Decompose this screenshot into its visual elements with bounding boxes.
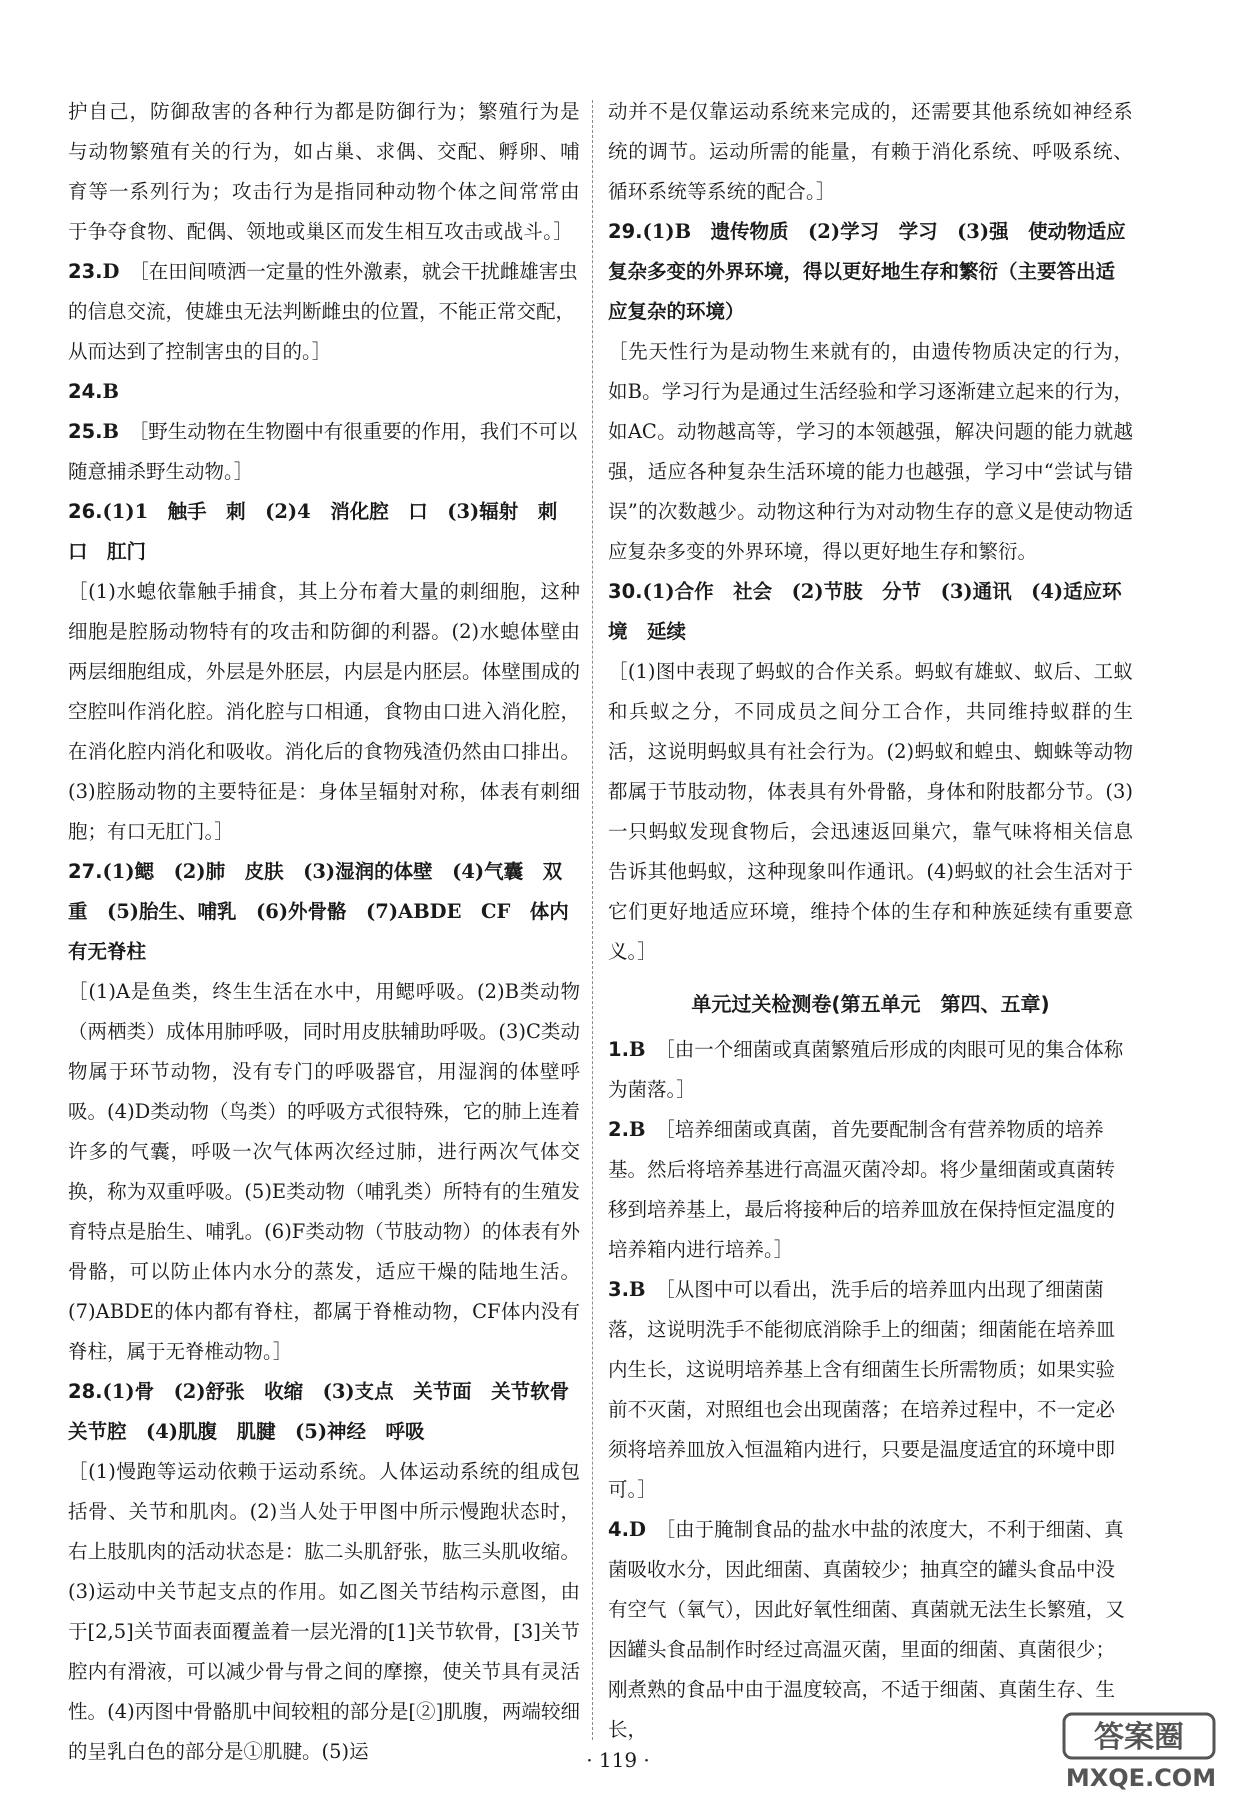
answer-key: (1)合作 社会 (2)节肢 分节 (3)通讯 (4)适应环境 延续 bbox=[608, 580, 1122, 643]
answer-key: D bbox=[102, 260, 120, 283]
question-number: 2. bbox=[608, 1118, 629, 1141]
question-answer bbox=[608, 572, 1133, 652]
paragraph: 护自己，防御敌害的各种行为都是防御行为；繁殖行为是与动物繁殖有关的行为，如占巢、求偶、交配、孵卵、哺育等一系列行为；攻击行为是指同种动物个体之间常常由于争夺食物、配偶、领地或巢区而发生相互攻击或战斗。］ bbox=[68, 100, 580, 243]
explanation: ［(1)水螅依靠触手捕食，其上分布着大量的刺细胞，这种细胞是腔肠动物特有的攻击和防御的利器。(2)水螅体壁由两层细胞组成，外层是外胚层，内层是内胚层。体壁围成的空腔叫作消化腔。消化腔与口相通，食物由口进入消化腔，在消化腔内消化和吸收。消化后的食物残渣仍然由口排出。(3)腔肠动物的主要特征是：身体呈辐射对称，体表有刺细胞；有口无肛门。］ bbox=[68, 580, 580, 843]
watermark-bottom: MXQE.COM bbox=[1065, 1764, 1217, 1792]
question-answer bbox=[68, 852, 580, 972]
question-number: 1. bbox=[608, 1038, 629, 1061]
question-number: 25. bbox=[68, 420, 103, 443]
answer-key: (1)1 触手 刺 (2)4 消化腔 口 (3)辐射 刺 口 肛门 bbox=[68, 500, 577, 563]
question-answer bbox=[68, 492, 580, 572]
left-column bbox=[68, 92, 589, 1772]
question-number: 3. bbox=[608, 1278, 629, 1301]
question-answer bbox=[68, 252, 580, 372]
explanation: ［(1)A是鱼类，终生生活在水中，用鳃呼吸。(2)B类动物（两栖类）成体用肺呼吸，同时用皮肤辅助呼吸。(3)C类动物属于环节动物，没有专门的呼吸器官，用湿润的体壁呼吸。(4)D类动物（鸟类）的呼吸方式很特殊，它的肺上连着许多的气囊，呼吸一次气体两次经过肺，进行两次气体交换，称为双重呼吸。(5)E类动物（哺乳类）所特有的生殖发育特点是胎生、哺乳。(6)F类动物（节肢动物）的体表有外骨骼，可以防止体内水分的蒸发，适应干燥的陆地生活。(7)ABDE的体内都有脊柱，都属于脊椎动物，CF体内没有脊柱，属于无脊椎动物。］ bbox=[68, 980, 580, 1363]
question-number: 28. bbox=[68, 1380, 103, 1403]
question-number: 29. bbox=[608, 220, 643, 243]
answer-explanation: ［由一个细菌或真菌繁殖后形成的肉眼可见的集合体称为菌落。］ bbox=[608, 1038, 1124, 1101]
answer-key: B bbox=[628, 1278, 646, 1301]
question-number: 23. bbox=[68, 260, 103, 283]
right-column bbox=[608, 92, 1133, 1750]
paragraph: 动并不是仅靠运动系统来完成的，还需要其他系统如神经系统的调节。运动所需的能量，有赖于消化系统、呼吸系统、循环系统等系统的配合。］ bbox=[608, 100, 1133, 203]
answer-key: B bbox=[628, 1118, 646, 1141]
question-answer bbox=[608, 1030, 1133, 1110]
question-answer bbox=[608, 212, 1133, 332]
question-answer bbox=[608, 1110, 1133, 1270]
answer-explanation: ［培养细菌或真菌，首先要配制含有营养物质的培养基。然后将培养基进行高温灭菌冷却。将少量细菌或真菌转移到培养基上，最后将接种后的培养皿放在保持恒定温度的培养箱内进行培养。］ bbox=[608, 1118, 1116, 1261]
answer-key: (1)鳃 (2)肺 皮肤 (3)湿润的体壁 (4)气囊 双重 (5)胎生、哺乳 (6)外骨骼 (7)ABDE CF 体内有无脊柱 bbox=[68, 860, 569, 963]
question-answer bbox=[68, 412, 580, 492]
question-answer bbox=[608, 1270, 1133, 1510]
question-number: 27. bbox=[68, 860, 103, 883]
answer-key: D bbox=[628, 1518, 646, 1541]
watermark-logo bbox=[1056, 1710, 1226, 1794]
explanation: ［先天性行为是动物生来就有的，由遗传物质决定的行为，如B。学习行为是通过生活经验和学习逐渐建立起来的行为，如AC。动物越高等，学习的本领越强，解决问题的能力就越强，适应各种复杂生活环境的能力也越强，学习中“尝试与错误”的次数越少。动物这种行为对动物生存的意义是使动物适应复杂多变的外界环境，得以更好地生存和繁衍。 bbox=[608, 340, 1133, 563]
answer-key: B bbox=[102, 420, 120, 443]
answer-explanation: ［从图中可以看出，洗手后的培养皿内出现了细菌菌落，这说明洗手不能彻底消除手上的细菌；细菌能在培养皿内生长，这说明培养基上含有细菌生长所需物质；如果实验前不灭菌，对照组也会出现菌落；在培养过程中，不一定必须将培养皿放入恒温箱内进行，只要是温度适宜的环境中即可。］ bbox=[608, 1278, 1116, 1501]
question-number: 4. bbox=[608, 1518, 629, 1541]
answer-explanation: ［在田间喷洒一定量的性外激素，就会干扰雌雄害虫的信息交流，使雄虫无法判断雌虫的位置，不能正常交配，从而达到了控制害虫的目的。］ bbox=[68, 260, 578, 363]
watermark-top: 答案圈 bbox=[1094, 1720, 1184, 1755]
answer-key: B bbox=[628, 1038, 646, 1061]
answer-key: (1)骨 (2)舒张 收缩 (3)支点 关节面 关节软骨 关节腔 (4)肌腹 肌腱 (5)神经 呼吸 bbox=[68, 1380, 589, 1443]
question-number: 26. bbox=[68, 500, 103, 523]
question-answer bbox=[68, 1372, 589, 1452]
column-divider bbox=[592, 100, 593, 1740]
answer-explanation: ［野生动物在生物圈中有很重要的作用，我们不可以随意捕杀野生动物。］ bbox=[68, 420, 578, 483]
question-answer bbox=[608, 1510, 1133, 1750]
page-number: · 119 · bbox=[586, 1748, 650, 1772]
question-answer bbox=[68, 372, 580, 412]
explanation: ［(1)慢跑等运动依赖于运动系统。人体运动系统的组成包括骨、关节和肌肉。(2)当人处于甲图中所示慢跑状态时，右上肢肌肉的活动状态是：肱二头肌舒张，肱三头肌收缩。(3)运动中关节起支点的作用。如乙图关节结构示意图，由于[2,5]关节面表面覆盖着一层光滑的[1]关节软骨，[3]关节腔内有滑液，可以减少骨与骨之间的摩擦，使关节具有灵活性。(4)丙图中骨骼肌中间较粗的部分是[②]肌腹，两端较细的呈乳白色的部分是①肌腱。(5)运 bbox=[68, 1460, 580, 1763]
explanation: ［(1)图中表现了蚂蚁的合作关系。蚂蚁有雄蚁、蚁后、工蚁和兵蚁之分，不同成员之间分工合作，共同维持蚁群的生活，这说明蚂蚁具有社会行为。(2)蚂蚁和蝗虫、蜘蛛等动物都属于节肢动物，体表具有外骨骼，身体和附肢都分节。(3)一只蚂蚁发现食物后，会迅速返回巢穴，靠气味将相关信息告诉其他蚂蚁，这种现象叫作通讯。(4)蚂蚁的社会生活对于它们更好地适应环境，维持个体的生存和种族延续有重要意义。］ bbox=[608, 660, 1133, 963]
question-number: 30. bbox=[608, 580, 643, 603]
answer-key: B bbox=[102, 380, 120, 403]
answer-explanation: ［由于腌制食品的盐水中盐的浓度大，不利于细菌、真菌吸收水分，因此细菌、真菌较少；抽真空的罐头食品中没有空气（氧气），因此好氧性细菌、真菌就无法生长繁殖，又因罐头食品制作时经过高温灭菌，里面的细菌、真菌很少；刚煮熟的食品中由于温度较高，不适于细菌、真菌生存、生长， bbox=[608, 1518, 1125, 1741]
section-title: 单元过关检测卷(第五单元 第四、五章) bbox=[691, 992, 1050, 1016]
question-number: 24. bbox=[68, 380, 103, 403]
answer-key: (1)B 遗传物质 (2)学习 学习 (3)强 使动物适应复杂多变的外界环境，得以更好地生存和繁衍（主要答出适应复杂的环境） bbox=[608, 220, 1126, 323]
